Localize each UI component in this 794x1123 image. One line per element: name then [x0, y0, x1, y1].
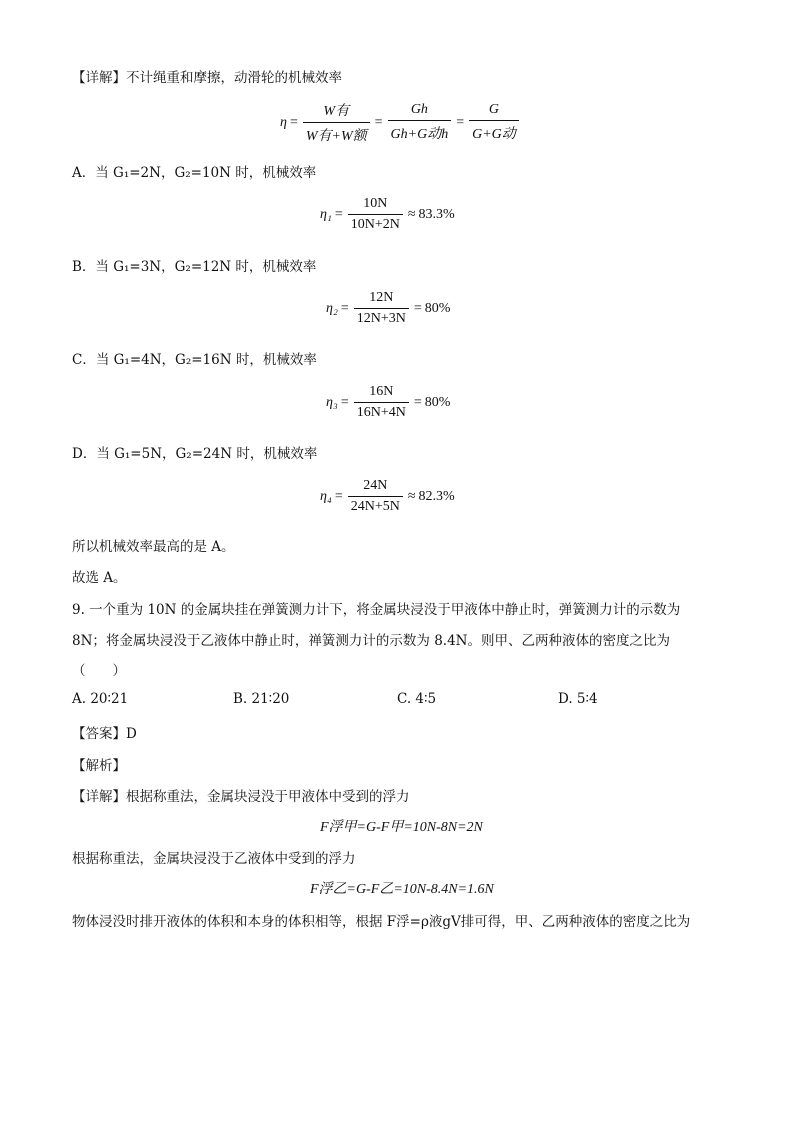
- fraction-numerator: 12N: [354, 290, 409, 309]
- relation-sign: ≈: [407, 206, 416, 222]
- question-9-line-2: 8N；将金属块浸没于乙液体中静止时，禅簧测力计的示数为 8.4N。则甲、乙两种液体的密度之比为: [72, 633, 670, 649]
- fraction-numerator: W有: [303, 100, 370, 123]
- fraction-numerator: G: [469, 102, 519, 121]
- fraction-denominator: 16N+4N: [356, 405, 406, 420]
- analysis-label: 【解析】: [72, 758, 126, 774]
- case-d-formula: η₄ = $\frac{24N}{24N+5N}$ ≈ 82.3%: [320, 478, 455, 514]
- relation-sign: =: [413, 300, 422, 316]
- fraction-numerator: 24N: [348, 478, 403, 497]
- case-c-fraction: [354, 384, 409, 421]
- equals-sign: =: [289, 114, 298, 130]
- question-9-line-1: 9. 一个重为 10N 的金属块挂在弹簧测力计下，将金属块浸没于甲液体中静止时，弹簧测力计的示数为: [72, 602, 681, 618]
- case-a-result: 83.3%: [418, 206, 455, 222]
- option-c[interactable]: C. 4∶5: [397, 691, 437, 707]
- fraction-denominator: 10N+2N: [350, 217, 400, 232]
- equals-sign: =: [374, 114, 383, 130]
- case-a-label: A．当 G₁=2N，G₂=10N 时，机械效率: [72, 165, 317, 181]
- question-9-blank: （ ）: [72, 663, 126, 679]
- case-d-label: D．当 G₁=5N，G₂=24N 时，机械效率: [72, 446, 318, 462]
- detail-text-2: 根据称重法，金属块浸没于乙液体中受到的浮力: [72, 851, 356, 867]
- eta-3-symbol: η₃: [326, 394, 338, 410]
- fraction-numerator: 16N: [354, 384, 409, 403]
- case-b-formula: η₂ = $\frac{12N}{12N+3N}$ = 80%: [326, 290, 451, 326]
- fraction-denominator: Gh+G动h: [390, 127, 449, 142]
- case-c-formula: η₃ = $\frac{16N}{16N+4N}$ = 80%: [326, 384, 451, 420]
- buoyancy-equation-yi: F浮乙=G-F乙=10N-8.4N=1.6N: [310, 882, 494, 897]
- case-b-fraction: [354, 290, 409, 327]
- choice-text: 故选 A。: [72, 570, 127, 586]
- option-b[interactable]: B. 21∶20: [233, 691, 290, 707]
- fraction-denominator: G+G动: [472, 127, 516, 142]
- fraction-denominator: W有+W额: [305, 129, 367, 144]
- case-a-fraction: [348, 196, 403, 233]
- answer-label: 【答案】D: [72, 726, 137, 742]
- eta-symbol: η: [280, 114, 287, 130]
- option-a[interactable]: A. 20∶21: [72, 691, 129, 707]
- fraction-numerator: 10N: [348, 196, 403, 215]
- fraction-height: [388, 102, 452, 143]
- eta-1-symbol: η₁: [320, 206, 332, 222]
- efficiency-formula: [280, 100, 521, 145]
- case-b-result: 80%: [424, 300, 451, 316]
- question-9-options: [0, 691, 794, 711]
- detail-text-1: 【详解】根据称重法，金属块浸没于甲液体中受到的浮力: [72, 789, 410, 805]
- buoyancy-equation-jia: F浮甲=G-F甲=10N-8N=2N: [320, 820, 483, 835]
- fraction-denominator: 12N+3N: [356, 311, 406, 326]
- case-c-label: C．当 G₁=4N，G₂=16N 时，机械效率: [72, 352, 317, 368]
- conclusion-text: 所以机械效率最高的是 A。: [72, 539, 235, 555]
- case-b-label: B．当 G₁=3N，G₂=12N 时，机械效率: [72, 259, 317, 275]
- case-d-fraction: [348, 478, 403, 515]
- relation-sign: =: [413, 394, 422, 410]
- fraction-weight: [469, 102, 519, 143]
- case-a-formula: η₁ = $\frac{10N}{10N+2N}$ ≈ 83.3%: [320, 196, 455, 232]
- fraction-numerator: Gh: [388, 102, 452, 121]
- detail-intro: 【详解】不计绳重和摩擦，动滑轮的机械效率: [72, 70, 342, 86]
- case-d-result: 82.3%: [418, 488, 455, 504]
- case-c-result: 80%: [424, 394, 451, 410]
- relation-sign: ≈: [407, 488, 416, 504]
- equals-sign: =: [456, 114, 465, 130]
- fraction-work: [303, 100, 370, 145]
- eta-4-symbol: η₄: [320, 488, 332, 504]
- eta-2-symbol: η₂: [326, 300, 338, 316]
- option-d[interactable]: D. 5∶4: [558, 691, 598, 707]
- fraction-denominator: 24N+5N: [350, 499, 400, 514]
- detail-text-3: 物体浸没时排开液体的体积和本身的体积相等，根据 F浮=ρ液gV排可得，甲、乙两种液体的密度之比为: [72, 914, 691, 930]
